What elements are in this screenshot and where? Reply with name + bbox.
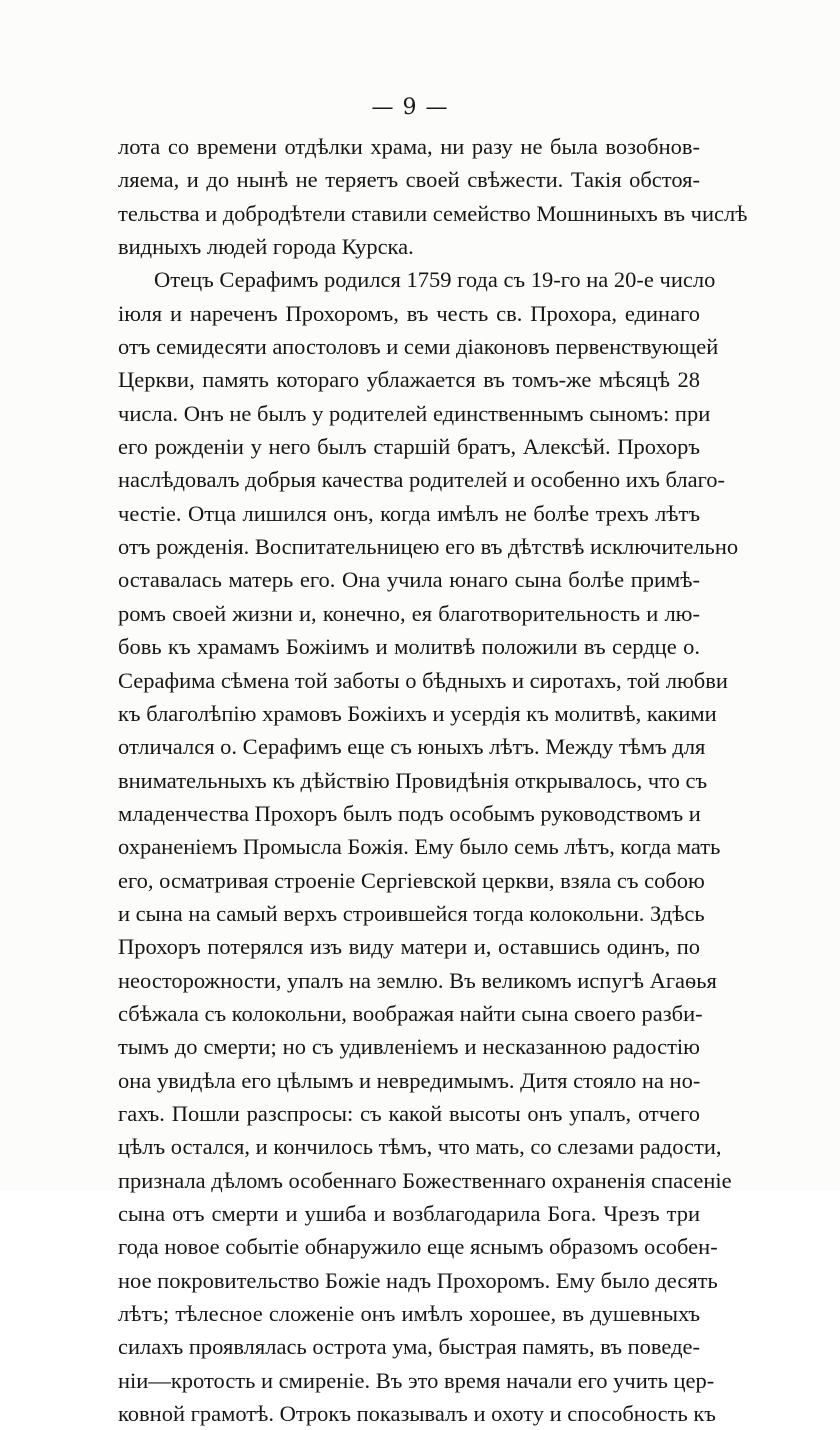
text-line: іюля и нареченъ Прохоромъ, въ честь св. Прохора, единаго — [118, 300, 700, 326]
text-line: и сына на самый верхъ строившейся тогда колокольни. Здѣсь — [118, 900, 705, 926]
text-line: отъ рожденія. Воспитательницею его въ дѣтствѣ исключительно — [118, 534, 739, 560]
text-line: признала дѣломъ особеннаго Божественнаго охраненія спасеніе — [118, 1167, 732, 1193]
text-line: сбѣжала съ колокольни, воображая найти сына своего разби- — [118, 1000, 703, 1026]
text-line: наслѣдовалъ добрыя качества родителей и особенно ихъ благо- — [118, 467, 725, 493]
text-line: оставалась матерь его. Она учила юнаго сына болѣе примѣ- — [118, 567, 700, 593]
text-line: охраненіемъ Промысла Божія. Ему было семь лѣтъ, когда мать — [118, 834, 721, 860]
text-line: Отецъ Серафимъ родился 1759 года съ 19-го на 20-е число — [154, 267, 716, 293]
text-line: ніи—кротость и смиреніе. Въ это время начали его учить цер- — [118, 1367, 715, 1393]
body-text — [118, 130, 748, 1430]
text-line: ковной грамотѣ. Отрокъ показывалъ и охоту и способность къ — [118, 1401, 716, 1427]
text-line: ромъ своей жизни и, конечно, ея благотворительность и лю- — [118, 600, 700, 626]
text-line: силахъ проявлялась острота ума, быстрая память, въ поведе- — [118, 1334, 701, 1360]
text-line: его, осматривая строеніе Сергіевской церкви, взяла съ собою — [118, 867, 705, 893]
text-line: къ благолѣпію храмовъ Божіихъ и усердія къ молитвѣ, какими — [118, 700, 717, 726]
text-line: ляема, и до нынѣ не теряетъ своей свѣжести. Такія обстоя- — [118, 167, 700, 193]
text-line: Прохоръ потерялся изъ виду матери и, оставшись одинъ, по — [118, 934, 700, 960]
text-line: тельства и добродѣтели ставили семейство Мошниныхъ въ числѣ — [118, 200, 748, 226]
text-line: неосторожности, упалъ на землю. Въ великомъ испугѣ Агаѳья — [118, 967, 717, 993]
text-line: младенчества Прохоръ былъ подъ особымъ руководствомъ и — [118, 800, 701, 826]
text-line: числа. Онъ не былъ у родителей единственнымъ сыномъ: при — [118, 400, 711, 426]
text-line: лота со времени отдѣлки храма, ни разу не была возобнов- — [118, 134, 700, 159]
text-line: она увидѣла его цѣлымъ и невредимымъ. Дитя стояло на но- — [118, 1067, 701, 1093]
text-line: Церкви, память котораго ублажается въ томъ-же мѣсяцѣ 28 — [118, 367, 700, 393]
text-line: видныхъ людей города Курска. — [118, 234, 414, 260]
text-line: цѣлъ остался, и кончилось тѣмъ, что мать, со слезами радости, — [118, 1134, 722, 1160]
text-line: тымъ до смерти; но съ удивленіемъ и несказанною радостію — [118, 1034, 700, 1060]
page-number: — 9 — — [371, 95, 449, 120]
text-line: Серафима сѣмена той заботы о бѣдныхъ и сиротахъ, той любви — [118, 667, 728, 693]
text-line: гахъ. Пошли разспросы: съ какой высоты онъ упалъ, отчего — [118, 1100, 700, 1126]
text-line: его рожденіи у него былъ старшій братъ, Алексѣй. Прохоръ — [118, 434, 700, 460]
text-line: честіе. Отца лишился онъ, когда имѣлъ не болѣе трехъ лѣтъ — [118, 500, 700, 526]
text-line: лѣтъ; тѣлесное сложеніе онъ имѣлъ хорошее, въ душевныхъ — [118, 1301, 700, 1327]
text-line: года новое событіе обнаружило еще яснымъ образомъ особен- — [118, 1234, 718, 1260]
text-line: отъ семидесяти апостоловъ и семи діаконовъ первенствующей — [118, 334, 719, 360]
text-line: бовь къ храмамъ Божіимъ и молитвѣ положили въ сердце о. — [118, 634, 700, 660]
text-line: сына отъ смерти и ушиба и возблагодарила Бога. Чрезъ три — [118, 1201, 700, 1226]
text-line: ное покровительство Божіе надъ Прохоромъ. Ему было десять — [118, 1267, 718, 1293]
text-line: внимательныхъ къ дѣйствію Провидѣнія открывалось, что съ — [118, 767, 708, 793]
text-line: отличался о. Серафимъ еще съ юныхъ лѣтъ. Между тѣмъ для — [118, 734, 706, 760]
